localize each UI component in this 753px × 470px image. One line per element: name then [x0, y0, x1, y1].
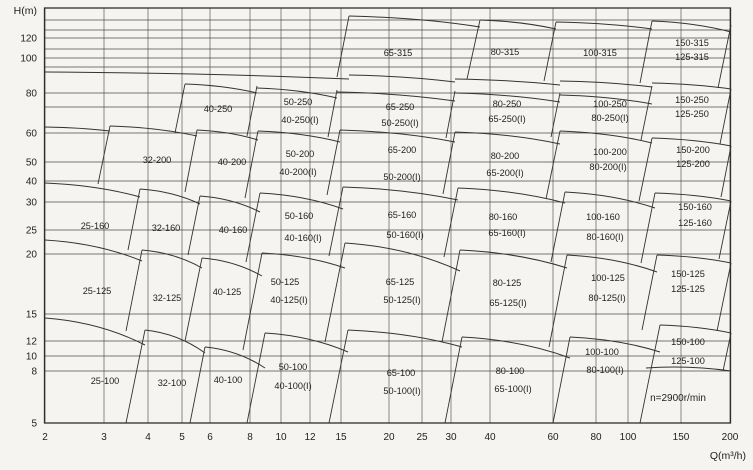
region-label: 40-100 — [213, 375, 243, 386]
region-label: 50-250 — [283, 97, 313, 108]
region-label: 150-250 — [675, 95, 709, 106]
region-label: 32-160 — [151, 223, 181, 234]
x-tick-label: 200 — [721, 432, 739, 443]
region-label: 125-160 — [678, 218, 712, 229]
region-label: 32-125 — [152, 293, 182, 304]
region-label: 80-250 — [492, 99, 522, 110]
region-label: 150-100 — [671, 337, 705, 348]
region-label: 40-160(I) — [284, 233, 322, 244]
region-label: 125-250 — [675, 109, 709, 120]
x-tick-label: 12 — [304, 432, 316, 443]
region-label: 150-160 — [678, 202, 712, 213]
x-axis-title: Q(m³/h) — [709, 450, 746, 462]
region-label: 65-160(I) — [488, 228, 526, 239]
region-label: 50-125 — [270, 277, 300, 288]
region-label: 100-250 — [593, 99, 627, 110]
region-label: 150-125 — [671, 269, 705, 280]
y-tick-label: 8 — [31, 366, 37, 378]
region-label: 65-160 — [387, 210, 417, 221]
region-label: 100-100 — [585, 347, 619, 358]
region-label: 40-100(I) — [274, 381, 312, 392]
region-label: 50-100(I) — [383, 386, 421, 397]
speed-annotation: n=2900r/min — [650, 393, 706, 404]
y-tick-label: 20 — [25, 249, 37, 261]
x-tick-label: 20 — [383, 432, 395, 443]
region-label: 50-100 — [278, 362, 308, 373]
x-tick-label: 60 — [547, 432, 559, 443]
region-label: 125-125 — [671, 284, 705, 295]
y-tick-label: 12 — [25, 336, 37, 348]
y-tick-label: 80 — [25, 88, 37, 100]
x-tick-label: 150 — [672, 432, 690, 443]
y-tick-label: 40 — [25, 176, 37, 188]
region-label: 65-125(I) — [489, 298, 527, 309]
region-label: 50-200(I) — [383, 172, 421, 183]
region-label: 40-160 — [218, 225, 248, 236]
y-tick-label: 10 — [25, 351, 37, 363]
region-label: 50-160(I) — [386, 230, 424, 241]
y-tick-label: 60 — [25, 128, 37, 140]
x-tick-label: 25 — [416, 432, 428, 443]
region-label: 65-250 — [385, 102, 415, 113]
x-tick-label: 10 — [275, 432, 287, 443]
region-label: 80-125(I) — [588, 293, 626, 304]
region-label: 25-160 — [80, 221, 110, 232]
region-label: 65-200 — [387, 145, 417, 156]
x-tick-label: 40 — [484, 432, 496, 443]
x-tick-label: 4 — [145, 432, 151, 443]
region-label: 65-200(I) — [486, 168, 524, 179]
region-label: 125-315 — [675, 52, 709, 63]
region-label: 80-200 — [490, 151, 520, 162]
y-tick-label: 120 — [20, 33, 37, 45]
region-label: 80-100(I) — [586, 365, 624, 376]
region-label: 40-125(I) — [270, 295, 308, 306]
region-label: 65-315 — [383, 48, 413, 59]
region-label: 50-160 — [284, 211, 314, 222]
y-tick-label: 5 — [31, 418, 37, 430]
region-label: 65-125 — [385, 277, 415, 288]
region-label: 65-100(I) — [494, 384, 532, 395]
region-label: 80-160 — [488, 212, 518, 223]
x-tick-label: 30 — [445, 432, 457, 443]
region-label: 100-125 — [591, 273, 625, 284]
region-label: 25-125 — [82, 286, 112, 297]
x-tick-label: 8 — [247, 432, 253, 443]
region-label: 32-200 — [142, 155, 172, 166]
region-label: 50-250(I) — [381, 118, 419, 129]
region-label: 80-250(I) — [591, 113, 629, 124]
region-label: 40-200 — [217, 157, 247, 168]
region-label: 100-200 — [593, 147, 627, 158]
region-label: 100-315 — [583, 48, 617, 59]
region-label: 80-100 — [495, 366, 525, 377]
region-label: 80-160(I) — [586, 232, 624, 243]
x-tick-label: 80 — [590, 432, 602, 443]
x-tick-label: 5 — [179, 432, 185, 443]
x-tick-label: 2 — [42, 432, 48, 443]
region-label: 125-200 — [676, 159, 710, 170]
x-tick-label: 6 — [207, 432, 213, 443]
region-label: 32-100 — [157, 378, 187, 389]
region-label: 50-200 — [285, 149, 315, 160]
region-label: 40-250(I) — [281, 115, 319, 126]
region-label: 40-200(I) — [279, 167, 317, 178]
y-tick-label: 50 — [25, 157, 37, 169]
region-label: 65-100 — [386, 368, 416, 379]
x-tick-label: 15 — [335, 432, 347, 443]
region-label: 80-125 — [492, 278, 522, 289]
region-label: 100-160 — [586, 212, 620, 223]
y-tick-label: 15 — [25, 309, 37, 321]
region-label: 125-100 — [671, 356, 705, 367]
y-tick-label: 25 — [25, 225, 37, 237]
y-axis-title: H(m) — [13, 5, 37, 17]
x-tick-label: 3 — [101, 432, 107, 443]
region-label: 40-250 — [203, 104, 233, 115]
region-label: 150-200 — [676, 145, 710, 156]
x-tick-label: 100 — [619, 432, 637, 443]
region-label: 25-100 — [90, 376, 120, 387]
region-label: 40-125 — [212, 287, 242, 298]
y-tick-label: 100 — [20, 53, 37, 65]
region-label: 65-250(I) — [488, 114, 526, 125]
region-label: 150-315 — [675, 38, 709, 49]
region-label: 80-315 — [490, 47, 520, 58]
region-label: 50-125(I) — [383, 295, 421, 306]
region-label: 80-200(I) — [589, 162, 627, 173]
y-tick-label: 30 — [25, 197, 37, 209]
